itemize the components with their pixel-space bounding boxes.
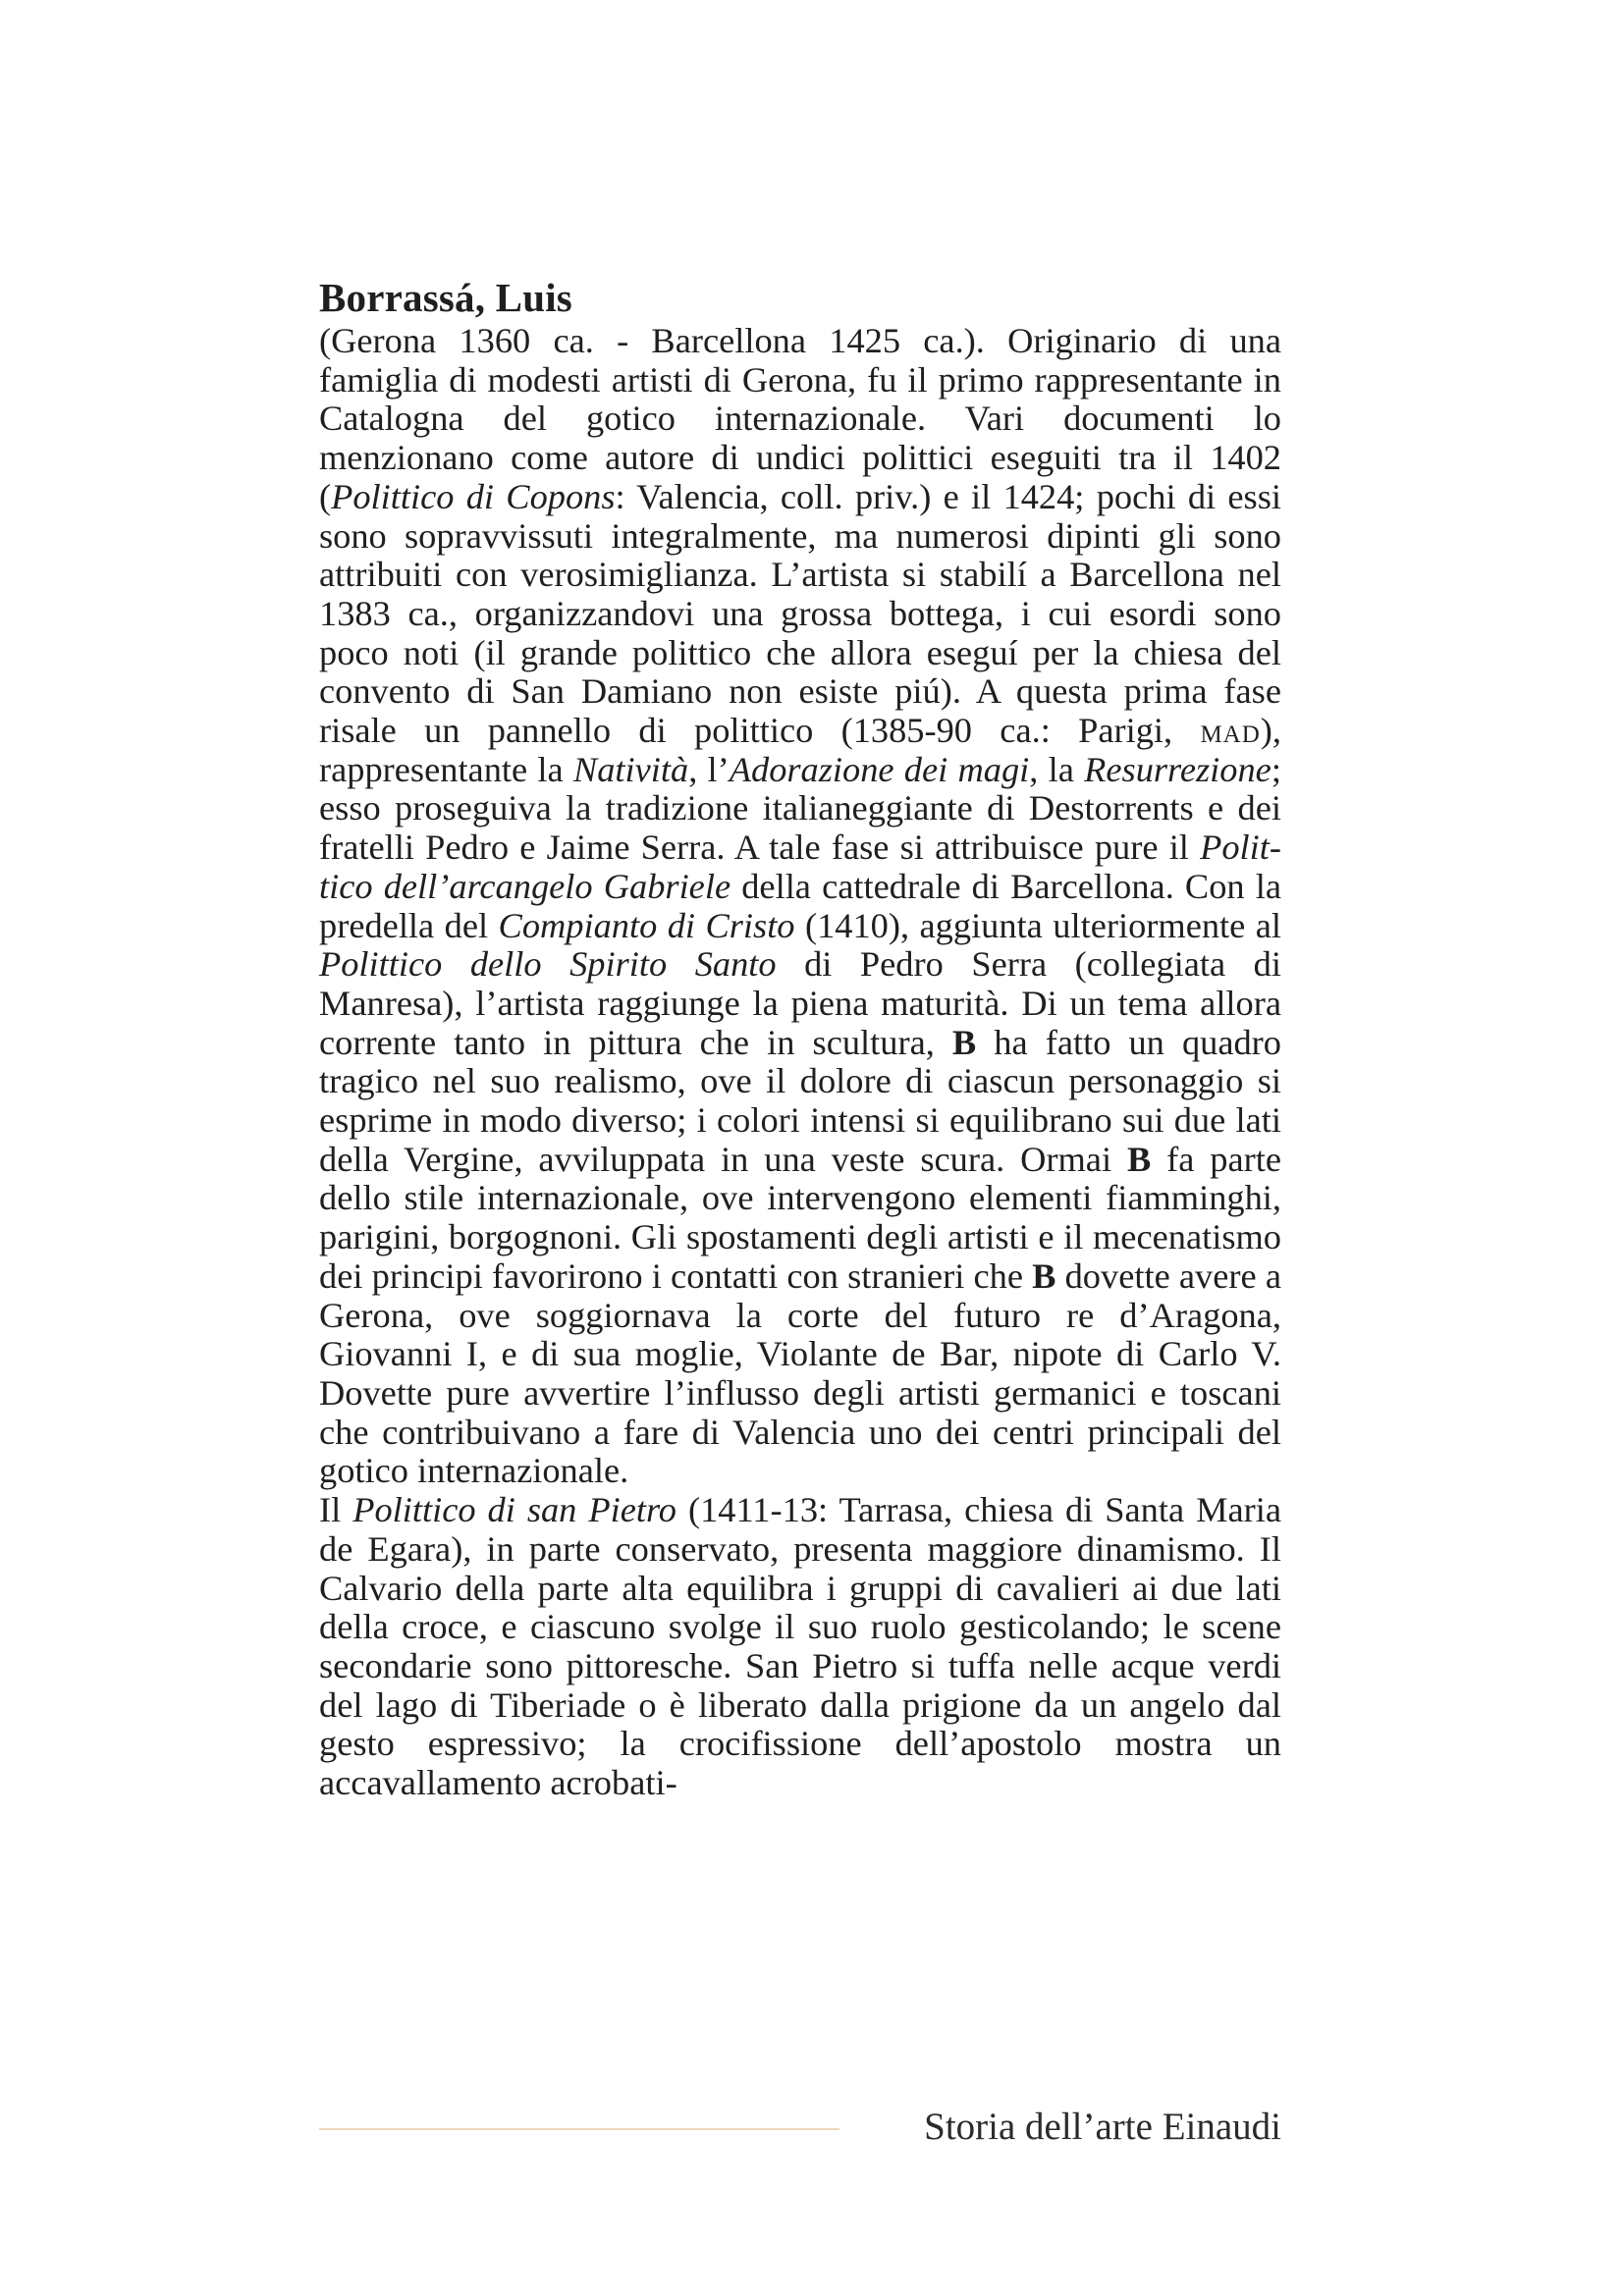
text-run: (1410), aggiunta ulteriormente al xyxy=(794,905,1282,945)
text-run: della cattedrale di Barcellona. Con la predella del xyxy=(319,866,1281,945)
footer-rule xyxy=(319,2128,839,2130)
text-run: ), rappresentante la xyxy=(319,711,1281,789)
text-run: Il xyxy=(319,1490,353,1530)
italic-title-run: Resurrezione xyxy=(1084,749,1271,789)
italic-title-run: Polittico dello Spirito Santo xyxy=(319,944,777,985)
italic-title-run: Polittico dell’arcangelo Gabriele xyxy=(319,828,1281,906)
text-run: : Valencia, coll. priv.) e il 1424; pochi di essi sono sopravvissuti integralmente, ma numerosi dipinti gli sono attribuiti con verosimiglianza. L’artista si stabilí a Barcellona nel 1383 ca., organizzandovi una grossa bottega, i cui esordi sono poco noti (il grande polittico che allora eseguí per la chiesa del convento di San Damiano non esiste piú). A questa prima fase risale un pannello di polittico (1385-90 ca.: Parigi, xyxy=(319,476,1281,751)
page-content xyxy=(319,275,1281,1803)
entry-title: Borrassá, Luis xyxy=(319,275,572,320)
bold-abbrev-run: B xyxy=(1032,1255,1056,1296)
text-run: di Pedro Serra (collegiata di Manresa), l’artista raggiunge la piena maturità. Di un tema allora corrente tanto in pittura che in scultura, xyxy=(319,944,1281,1062)
italic-title-run: Adorazione dei magi xyxy=(729,749,1030,789)
text-run: dovette avere a Gerona, ove soggiornava la corte del futuro re d’Aragona, Giovanni I, e di sua moglie, Violante de Bar, nipote di Carlo V. Dovette pure avvertire l’influsso degli artisti germanici e toscani che contribuivano a fare di Valencia uno dei centri principali del gotico internazionale. xyxy=(319,1255,1281,1491)
text-run: ; esso proseguiva la tradizione italianeggiante di Destorrents e dei fratelli Pedro e Jaime Serra. A tale fase si attribuisce pure il xyxy=(319,749,1281,868)
text-run: fa parte dello stile internazionale, ove intervengono elementi fiamminghi, parigini, borgognoni. Gli spostamenti degli artisti e il mecenatismo dei principi favorirono i contatti con stranieri che xyxy=(319,1139,1281,1296)
italic-title-run: Natività xyxy=(572,749,689,789)
bold-abbrev-run: B xyxy=(1126,1139,1152,1179)
small-caps-run: mad xyxy=(1200,711,1261,751)
text-run: (1411-13: Tarrasa, chiesa di Santa Maria de Egara), in parte conservato, presenta maggiore dinamismo. Il Calvario della parte alta equilibra i gruppi di cavalieri ai due lati della croce, e ciascuno svolge il suo ruolo gesticolando; le scene secondarie sono pittoresche. San Pietro si tuffa nelle acque verdi del lago di Tiberiade o è liberato dalla prigione da un angelo dal gesto espressivo; la crocifissione dell’apostolo mostra un accavallamento acrobati- xyxy=(319,1490,1281,1803)
bold-abbrev-run: B xyxy=(951,1022,977,1062)
italic-title-run: Polittico di san Pietro xyxy=(352,1490,676,1530)
text-run: (Gerona 1360 ca. - Barcellona 1425 ca.). Originario di una famiglia di modesti artisti di Gerona, fu il primo rappresentante in Catalogna del gotico internazionale. Vari documenti lo menzionano come autore di undici polittici eseguiti tra il 1402 ( xyxy=(319,321,1281,516)
entry-paragraph-1 xyxy=(319,322,1281,1491)
page-footer xyxy=(319,2105,1281,2152)
footer-publication-title: Storia dell’arte Einaudi xyxy=(924,2106,1281,2148)
italic-title-run: Polittico di Copons xyxy=(331,476,616,516)
text-run: ha fatto un quadro tragico nel suo realismo, ove il dolore di ciascun personaggio si esprime in modo diverso; i colori intensi si equilibrano sui due lati della Vergine, avviluppata in una veste scura. Ormai xyxy=(319,1022,1281,1179)
entry-paragraph-2 xyxy=(319,1491,1281,1803)
text-run: , la xyxy=(1029,749,1085,789)
text-run: , l’ xyxy=(688,749,730,789)
italic-title-run: Compianto di Cristo xyxy=(498,905,795,945)
